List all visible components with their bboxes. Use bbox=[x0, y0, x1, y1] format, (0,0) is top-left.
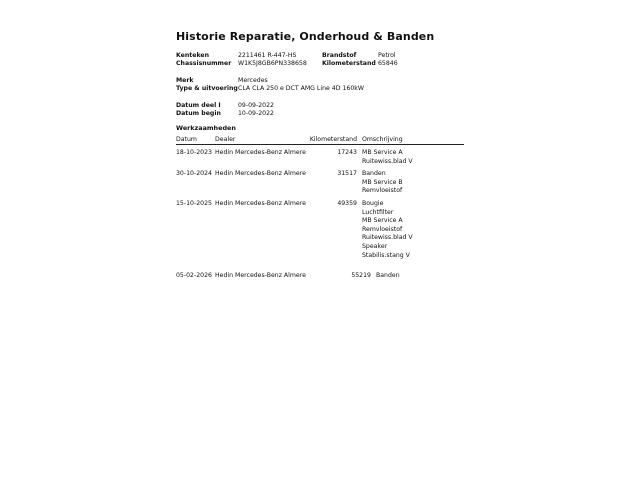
row-omschrijving-item: Banden bbox=[376, 272, 400, 280]
row-datum: 15-10-2025 bbox=[176, 199, 212, 207]
datum-deel-value: 09-09-2022 bbox=[238, 102, 274, 109]
kenteken-value: 2211461 R-447-HS bbox=[238, 52, 297, 59]
row-datum: 18-10-2023 bbox=[176, 149, 212, 156]
row-omschrijving-item: MB Service A bbox=[362, 217, 403, 225]
table-row bbox=[176, 149, 464, 166]
brandstof-value: Petrol bbox=[378, 52, 396, 59]
row-omschrijving-item: Remvloeistof bbox=[362, 187, 403, 195]
row-omschrijving-item: Ruitewiss.blad V bbox=[362, 234, 413, 242]
row-omschrijving-item: MB Service A bbox=[362, 149, 403, 156]
row-kilometerstand: 17243 bbox=[337, 149, 357, 156]
row-kilometerstand: 55219 bbox=[351, 272, 371, 280]
row-dealer: Hedin Mercedes-Benz Almere bbox=[215, 272, 306, 280]
datum-begin-value: 10-09-2022 bbox=[238, 110, 274, 117]
kilometerstand-label: Kilometerstand bbox=[322, 60, 376, 67]
column-kilometerstand: Kilometerstand bbox=[309, 136, 357, 143]
row-dealer: Hedin Mercedes-Benz Almere bbox=[215, 170, 306, 178]
brandstof-label: Brandstof bbox=[322, 52, 357, 59]
kilometerstand-value: 65846 bbox=[378, 60, 398, 67]
merk-value: Mercedes bbox=[238, 77, 268, 84]
row-kilometerstand: 31517 bbox=[337, 170, 357, 178]
row-kilometerstand: 49359 bbox=[337, 199, 357, 207]
row-omschrijving-item: Speaker bbox=[362, 242, 388, 250]
page-title: Historie Reparatie, Onderhoud & Banden bbox=[176, 30, 435, 43]
row-omschrijving-item: Luchtfilter bbox=[362, 208, 394, 216]
column-omschrijving: Omschrijving bbox=[362, 136, 403, 143]
row-datum: 30-10-2024 bbox=[176, 170, 212, 178]
chassis-label: Chassisnummer bbox=[176, 60, 232, 67]
kenteken-label: Kenteken bbox=[176, 52, 209, 59]
type-value: CLA CLA 250 e DCT AMG Line 4D 160kW bbox=[238, 85, 364, 92]
column-dealer: Dealer bbox=[215, 136, 236, 143]
row-omschrijving-item: Banden bbox=[362, 170, 386, 178]
work-table bbox=[176, 136, 464, 281]
row-omschrijving-item: MB Service B bbox=[362, 178, 403, 186]
row-omschrijving-item: Ruitewiss.blad V bbox=[362, 157, 413, 165]
chassis-value: W1K5J8GB6PN338658 bbox=[238, 60, 307, 67]
type-label: Type & uitvoering bbox=[176, 85, 238, 92]
table-header bbox=[176, 136, 464, 145]
row-omschrijving-item: Bougie bbox=[362, 199, 384, 207]
table-row bbox=[176, 170, 464, 196]
werkzaamheden-heading: Werkzaamheden bbox=[176, 124, 236, 132]
column-datum: Datum bbox=[176, 136, 197, 143]
datum-deel-label: Datum deel I bbox=[176, 102, 221, 109]
table-body bbox=[176, 149, 464, 281]
row-omschrijving-item: Stabilis.stang V bbox=[362, 251, 410, 259]
table-row bbox=[176, 272, 464, 281]
table-row bbox=[176, 200, 464, 260]
datum-begin-label: Datum begin bbox=[176, 110, 221, 117]
row-omschrijving-item: Remvloeistof bbox=[362, 225, 403, 233]
row-dealer: Hedin Mercedes-Benz Almere bbox=[215, 199, 306, 207]
row-datum: 05-02-2026 bbox=[176, 272, 212, 280]
row-dealer: Hedin Mercedes-Benz Almere bbox=[215, 149, 306, 156]
merk-label: Merk bbox=[176, 77, 194, 84]
